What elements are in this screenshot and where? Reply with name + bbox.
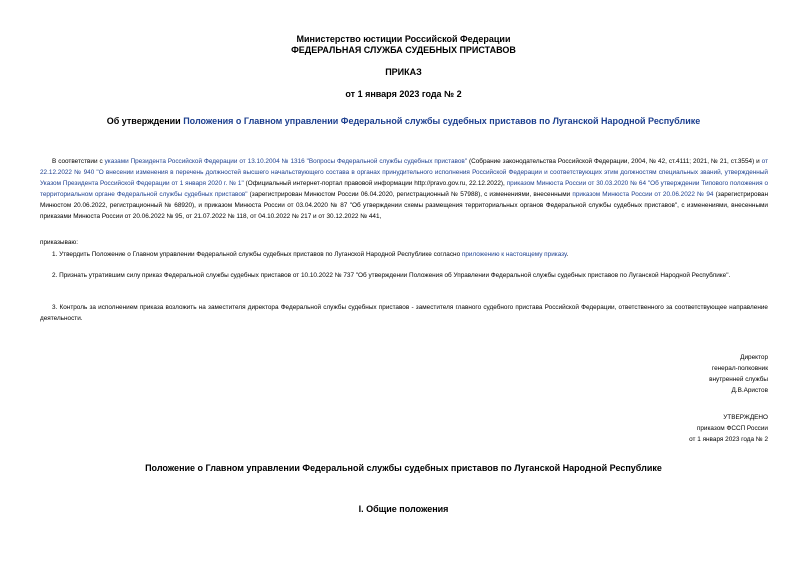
preamble-text-1: В соответствии с xyxy=(52,158,105,165)
ministry-heading: Министерство юстиции Российской Федерации xyxy=(296,34,511,44)
annex-title: Положение о Главном управлении Федеральной службы судебных приставов по Луганской Народной Республике xyxy=(145,463,662,473)
signature-position: Директор xyxy=(740,354,768,361)
annex-link[interactable]: приложению к настоящему приказу xyxy=(461,251,567,258)
signature-rank-2: внутренней службы xyxy=(709,376,768,383)
order-item-1 xyxy=(40,249,768,260)
approval-date: от 1 января 2023 года № 2 xyxy=(689,436,768,443)
order-item-2: 2. Признать утратившим силу приказ Федеральной службы судебных приставов от 10.10.2022 № 737 "Об утверждении Положения об Управлении Федеральной службы судебных приставов по Луганской Народной Республике". xyxy=(52,272,731,279)
order-94-link[interactable]: приказом Минюста России от 20.06.2022 № 94 xyxy=(572,191,714,198)
preamble-text-3: (Официальный интернет-портал правовой информации http://pravo.gov.ru, 22.12.2022), xyxy=(243,180,507,187)
doc-title xyxy=(0,116,807,127)
order-64-link[interactable]: приказом Минюста России от 30.03.2020 № 64 "Об утверждении Типового положения о территориальном органе Федеральной службы судебных приставов" xyxy=(40,180,769,198)
doc-date-number: от 1 января 2023 года № 2 xyxy=(345,89,462,99)
decree-940-link[interactable]: от 22.12.2022 № 940 "О внесении изменения в перечень должностей высшего начальствующего состава в органах принудительного исполнения Российской Федерации и соответствующих этим должностям специальных званий, утвержденный Указом Президента Российской Федерации от 1 января 2020 г. № 1" xyxy=(40,158,768,187)
approval-block xyxy=(500,412,768,445)
item-1-text: 1. Утвердить Положение о Главном управлении Федеральной службы судебных приставов по Луганской Народной Республике согласно xyxy=(52,251,462,258)
preamble-paragraph xyxy=(40,156,768,222)
decree-1316-link[interactable]: указами Президента Российской Федерации от 13.10.2004 № 1316 "Вопросы Федеральной службы судебных приставов" xyxy=(104,158,468,165)
preamble-text-4: (зарегистрирован Минюстом России 06.04.2020, регистрационный № 57988), с изменениями, внесенными xyxy=(247,191,573,198)
doc-title-link[interactable]: Положения о Главном управлении Федеральной службы судебных приставов по Луганской Народной Республике xyxy=(183,116,701,126)
approval-label: УТВЕРЖДЕНО xyxy=(723,414,768,421)
signature-block xyxy=(500,352,768,396)
signature-name: Д.В.Аристов xyxy=(731,387,768,394)
preamble-text-5: (зарегистрирован Минюстом 20.06.2022, регистрационный № 68920), и приказом Минюста России от 03.04.2020 № 87 "Об утверждении схемы размещения территориальных органов Федеральной службы судебных приставов", с изменениями, внесенными приказами Минюста России от 20.06.2022 № 95, от 21.07.2022 № 118, от 04.10.2022 № 217 и от 30.12.2022 № 441, xyxy=(40,191,768,220)
preamble-text-2: (Собрание законодательства Российской Федерации, 2004, № 42, ст.4111; 2021, № 21, ст.3554) и xyxy=(467,158,762,165)
approval-order: приказом ФССП России xyxy=(696,425,768,432)
signature-rank-1: генерал-полковник xyxy=(711,365,768,372)
item-1-end: . xyxy=(566,251,569,258)
order-word: приказываю: xyxy=(40,239,78,246)
doc-title-prefix: Об утверждении xyxy=(106,116,184,126)
order-item-3: 3. Контроль за исполнением приказа возложить на заместителя директора Федеральной службы судебных приставов - заместителя главного судебного пристава Российской Федерации, ответственного за соответствующее направление деятельности. xyxy=(40,304,768,322)
service-heading: ФЕДЕРАЛЬНАЯ СЛУЖБА СУДЕБНЫХ ПРИСТАВОВ xyxy=(291,45,516,55)
doc-type: ПРИКАЗ xyxy=(385,67,422,77)
section-heading: I. Общие положения xyxy=(358,504,449,514)
